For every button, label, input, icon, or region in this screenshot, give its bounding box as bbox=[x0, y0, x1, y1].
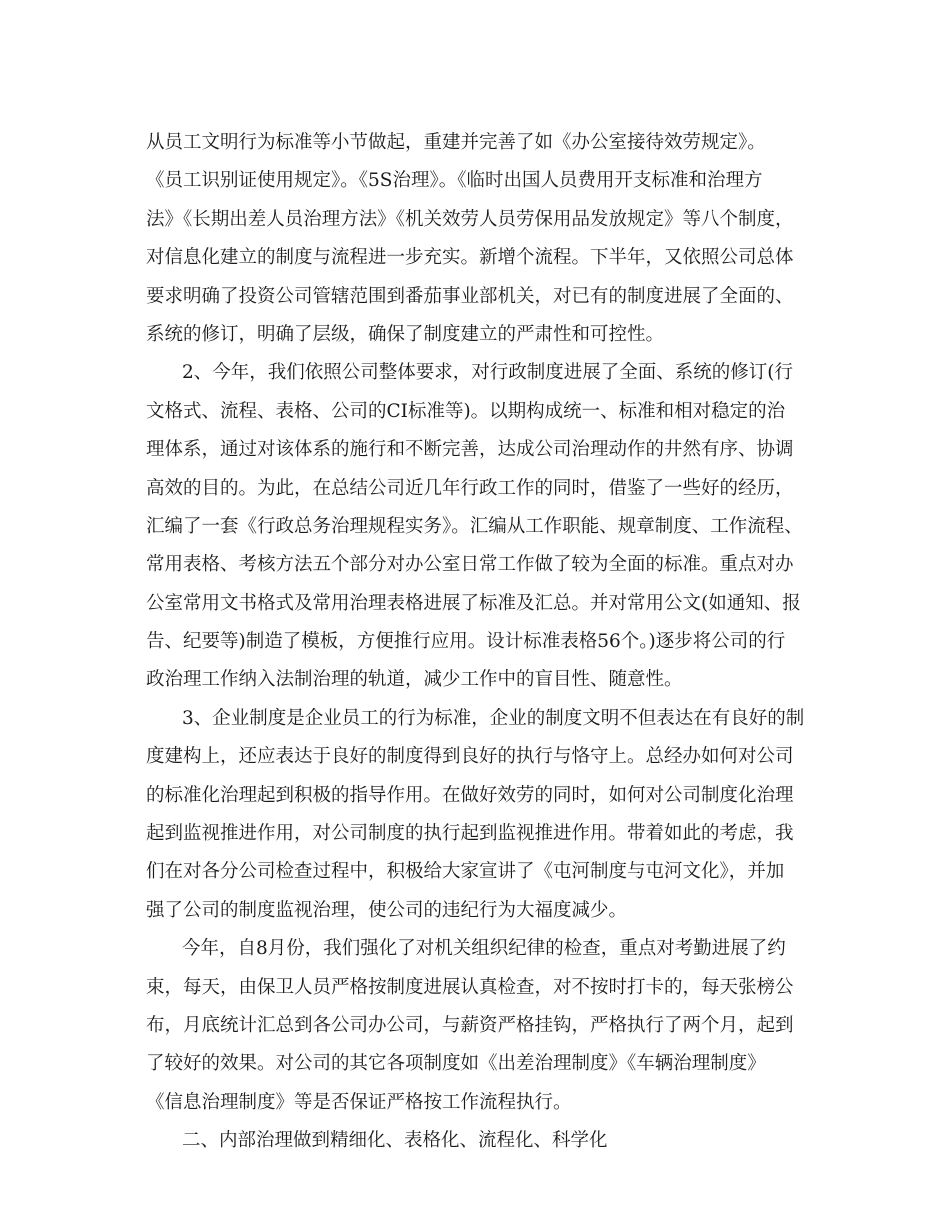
text-line: 系统的修订，明确了层级，确保了制度建立的严肃性和可控性。 bbox=[146, 323, 665, 345]
text-line: 政治理工作纳入法制治理的轨道，减少工作中的盲目性、随意性。 bbox=[146, 669, 683, 691]
text-line: 2、今年，我们依照公司整体要求，对行政制度进展了全面、系统的修订(行 bbox=[182, 362, 793, 384]
text-line: 告、纪要等)制造了模板，方便推行应用。设计标准表格56个。)逐步将公司的行 bbox=[146, 631, 786, 653]
text-line: 文格式、流程、表格、公司的CI标准等)。以期构成统一、标准和相对稳定的治 bbox=[146, 400, 786, 422]
text-line: 《员工识别证使用规定》。《5S治理》。《临时出国人员费用开支标准和治理方 bbox=[146, 170, 763, 192]
text-line: 理体系，通过对该体系的施行和不断完善，达成公司治理动作的井然有序、协调 bbox=[146, 439, 794, 461]
text-line: 《信息治理制度》等是否保证严格按工作流程执行。 bbox=[146, 1091, 572, 1113]
text-line: 法》《长期出差人员治理方法》《机关效劳人员劳保用品发放规定》等八个制度， bbox=[146, 208, 794, 230]
text-line: 今年，自8月份，我们强化了对机关组织纪律的检查，重点对考勤进展了约 bbox=[182, 938, 786, 960]
text-line: 公室常用文书格式及常用治理表格进展了标准及汇总。并对常用公文(如通知、报 bbox=[146, 592, 801, 614]
text-line: 要求明确了投资公司管辖范围到番茄事业部机关，对已有的制度进展了全面的、 bbox=[146, 285, 794, 307]
text-line: 高效的目的。为此，在总结公司近几年行政工作的同时，借鉴了一些好的经历， bbox=[146, 477, 794, 499]
text-line: 起到监视推进作用，对公司制度的执行起到监视推进作用。带着如此的考虑，我 bbox=[146, 823, 794, 845]
text-line: 束，每天，由保卫人员严格按制度进展认真检查，对不按时打卡的，每天张榜公 bbox=[146, 976, 794, 998]
text-line: 对信息化建立的制度与流程进一步充实。新增个流程。下半年，又依照公司总体 bbox=[146, 247, 794, 269]
text-line: 从员工文明行为标准等小节做起，重建并完善了如《办公室接待效劳规定》。 bbox=[146, 132, 766, 153]
document-body bbox=[146, 124, 806, 1161]
text-line: 了较好的效果。对公司的其它各项制度如《出差治理制度》《车辆治理制度》 bbox=[146, 1053, 766, 1075]
text-line: 们在对各分公司检查过程中，积极给大家宣讲了《屯河制度与屯河文化》，并加 bbox=[146, 861, 785, 883]
text-line: 布，月底统计汇总到各公司办公司，与薪资严格挂钩，严格执行了两个月，起到 bbox=[146, 1014, 794, 1036]
text-line: 二、内部治理做到精细化、表格化、流程化、科学化 bbox=[182, 1130, 608, 1152]
text-line: 强了公司的制度监视治理，使公司的违纪行为大福度减少。 bbox=[146, 899, 628, 921]
text-line: 度建构上，还应表达于良好的制度得到良好的执行与恪守上。总经办如何对公司 bbox=[146, 746, 794, 768]
text-line: 常用表格、考核方法五个部分对办公室日常工作做了较为全面的标准。重点对办 bbox=[146, 554, 794, 576]
text-line: 3、企业制度是企业员工的行为标准，企业的制度文明不但表达在有良好的制 bbox=[182, 707, 805, 729]
text-line: 的标准化治理起到积极的指导作用。在做好效劳的同时，如何对公司制度化治理 bbox=[146, 784, 794, 806]
text-line: 汇编了一套《行政总务治理规程实务》。汇编从工作职能、规章制度、工作流程、 bbox=[146, 515, 803, 537]
